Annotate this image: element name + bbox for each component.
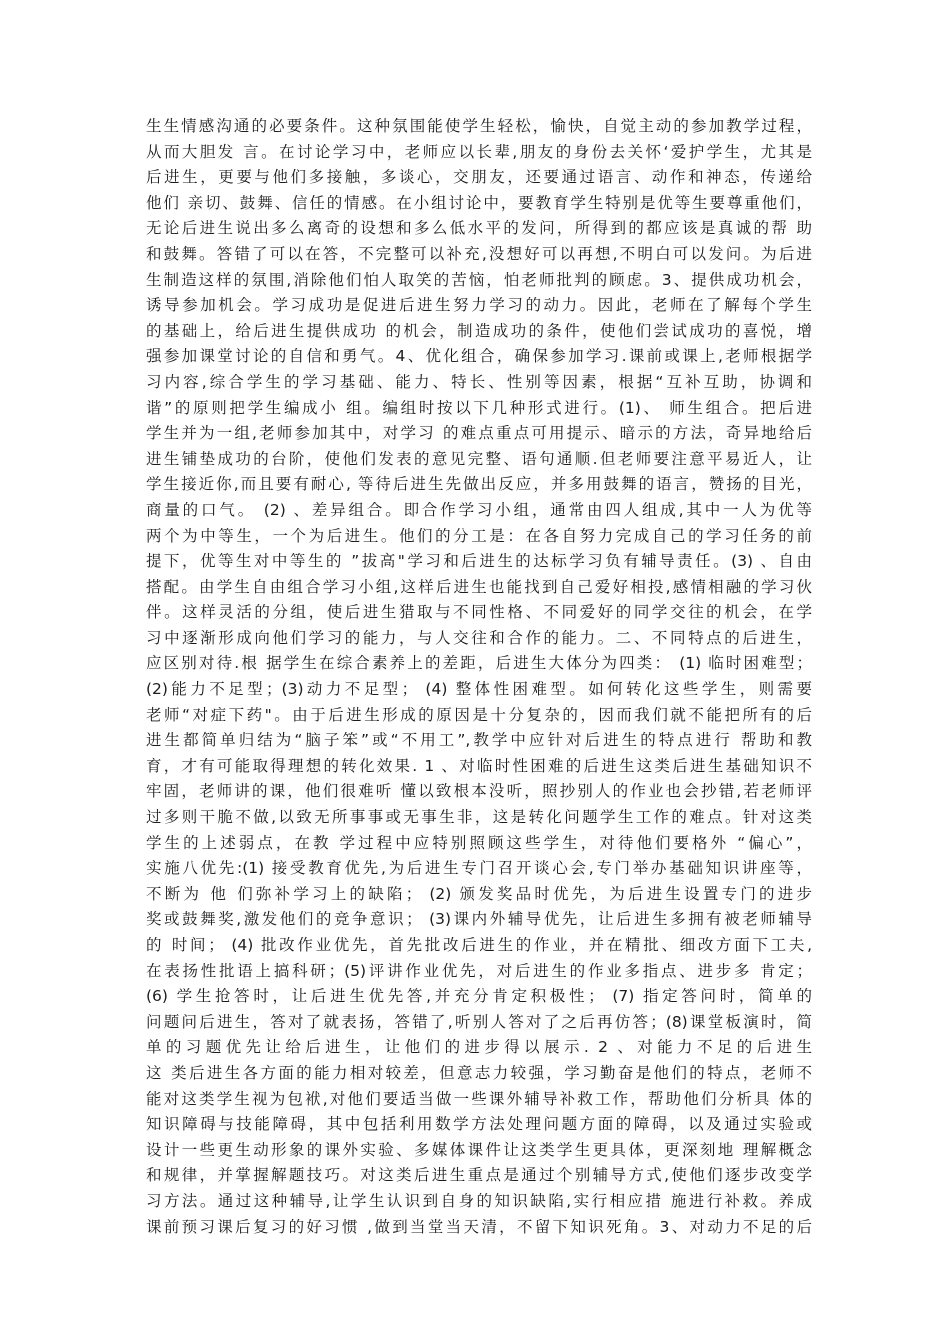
text-line: 在表扬性批语上搞科研；(5)评讲作业优先，对后进生的作业多指点、进步多 肯定； <box>146 961 812 980</box>
text-line: 进生铺垫成功的台阶，使他们发表的意见完整、语句通顺.但老师要注意平易近人，让 <box>146 449 812 468</box>
text-line: 知识障碍与技能障碍，其中包括利用数学方法处理问题方面的障碍，以及通过实验或 <box>146 1115 812 1134</box>
text-line: 单的习题优先让给后进生，让他们的进步得以展示. 2 、对能力不足的后进生 <box>146 1038 812 1057</box>
text-line: 不断为 他 们弥补学习上的缺陷； (2) 颁发奖品时优先，为后进生设置专门的进步 <box>146 884 812 903</box>
text-line: 两个为中等生，一个为后进生。他们的分工是：在各自努力完成自己的学习任务的前 <box>146 526 812 545</box>
text-line: 和规律，并掌握解题技巧。对这类后进生重点是通过个别辅导方式,使他们逐步改变学 <box>146 1166 812 1185</box>
text-line: 进生都简单归结为“脑子笨”或“不用工”,教学中应针对后进生的特点进行 帮助和教 <box>146 731 812 750</box>
text-line: (6) 学生抢答时，让后进生优先答,并充分肯定积极性； (7) 指定答问时，简单的 <box>146 987 812 1006</box>
text-line: 习方法。通过这种辅导,让学生认识到自身的知识缺陷,实行相应措 施进行补救。养成 <box>146 1191 812 1210</box>
text-line: 强参加课堂讨论的自信和勇气。4、优化组合，确保参加学习.课前或课上,老师根据学 <box>146 347 812 366</box>
text-line: 生制造这样的氛围,消除他们怕人取笑的苦恼，怕老师批判的顾虑。3、提供成功机会， <box>146 270 812 289</box>
text-line: 老师“对症下药"。由于后进生形成的原因是十分复杂的，因而我们就不能把所有的后 <box>146 705 812 724</box>
body-text <box>146 114 812 1240</box>
text-line: 从而大胆发 言。在讨论学习中，老师应以长辈,朋友的身份去关怀‘爱护学生，尤其是 <box>146 142 812 161</box>
text-line: 学生的上述弱点，在教 学过程中应特别照顾这些学生，对待他们要格外 “偏心”， <box>146 833 812 852</box>
text-line: 学生接近你,而且要有耐心, 等待后进生先做出反应，并多用鼓舞的语言，赞扬的目光， <box>146 475 812 494</box>
text-line: 和鼓舞。答错了可以在答，不完整可以补充,没想好可以再想,不明白可以发问。为后进 <box>146 244 812 263</box>
text-line: 搭配。由学生自由组合学习小组,这样后进生也能找到自己爱好相投,感情相融的学习伙 <box>146 577 812 596</box>
text-line: 应区别对待.根 据学生在综合素养上的差距，后进生大体分为四类： (1) 临时困难型； <box>146 654 812 673</box>
text-line: 问题问后进生，答对了就表扬，答错了,听别人答对了之后再仿答；(8)课堂板演时，简 <box>146 1012 812 1031</box>
text-line: 伴。这样灵活的分组，使后进生猎取与不同性格、不同爱好的同学交往的机会，在学 <box>146 603 812 622</box>
text-line: (2)能力不足型；(3)动力不足型； (4) 整体性困难型。如何转化这些学生，则需要 <box>146 680 812 699</box>
text-line: 牢固，老师讲的课，他们很难听 懂以致根本没听，照抄别人的作业也会抄错,若老师评 <box>146 782 812 801</box>
text-line: 奖或鼓舞奖,激发他们的竞争意识； (3)课内外辅导优先，让后进生多拥有被老师辅导 <box>146 910 812 929</box>
text-line: 谐”的原则把学生编成小 组。编组时按以下几种形式进行。(1)、 师生组合。把后进 <box>146 398 812 417</box>
text-line: 生生情感沟通的必要条件。这种氛围能使学生轻松，愉快，自觉主动的参加教学过程， <box>146 117 812 135</box>
text-line: 过多则干脆不做,以致无所事事或无事生非，这是转化问题学生工作的难点。针对这类 <box>146 808 812 827</box>
text-line: 提下，优等生对中等生的 ”拔高"学习和后进生的达标学习负有辅导责任。(3) 、自由 <box>146 552 812 571</box>
text-line: 习中逐渐形成向他们学习的能力，与人交往和合作的能力。二、不同特点的后进生， <box>146 628 812 647</box>
text-line: 无论后进生说出多么离奇的设想和多么低水平的发问，所得到的都应该是真诚的帮 助 <box>146 219 812 238</box>
text-line: 诱导参加机会。学习成功是促进后进生努力学习的动力。因此，老师在了解每个学生 <box>146 296 812 315</box>
text-line: 课前预习课后复习的好习惯 ,做到当堂当天清，不留下知识死角。3、对动力不足的后 <box>146 1217 812 1236</box>
text-line: 他们 亲切、鼓舞、信任的情感。在小组讨论中，要教育学生特别是优等生要尊重他们， <box>146 193 812 212</box>
text-line: 设计一些更生动形象的课外实验、多媒体课件让这类学生更具体，更深刻地 理解概念 <box>146 1140 812 1159</box>
text-line: 后进生，更要与他们多接触，多谈心，交朋友，还要通过语言、动作和神态，传递给 <box>146 168 812 187</box>
text-line: 能对这类学生视为包袱,对他们要适当做一些课外辅导补救工作，帮助他们分析具 体的 <box>146 1089 812 1108</box>
text-line: 学生并为一组,老师参加其中，对学习 的难点重点可用提示、暗示的方法，奇异地给后 <box>146 424 812 443</box>
text-line: 的 时间； (4) 批改作业优先，首先批改后进生的作业，并在精批、细改方面下工夫, <box>146 936 812 954</box>
text-line: 这 类后进生各方面的能力相对较差，但意志力较强，学习勤奋是他们的特点，老师不 <box>146 1063 812 1082</box>
text-line: 育，才有可能取得理想的转化效果. 1 、对临时性困难的后进生这类后进生基础知识不 <box>146 756 812 775</box>
text-line: 商量的口气。 (2) 、差异组合。即合作学习小组，通常由四人组成,其中一人为优等 <box>146 500 812 519</box>
text-line: 习内容,综合学生的学习基础、能力、特长、性别等因素，根据“互补互助，协调和 <box>146 372 812 391</box>
text-line: 的基础上，给后进生提供成功 的机会，制造成功的条件，使他们尝试成功的喜悦，增 <box>146 321 812 340</box>
text-line: 实施八优先:(1) 接受教育优先,为后进生专门召开谈心会,专门举办基础知识讲座等， <box>146 859 812 878</box>
